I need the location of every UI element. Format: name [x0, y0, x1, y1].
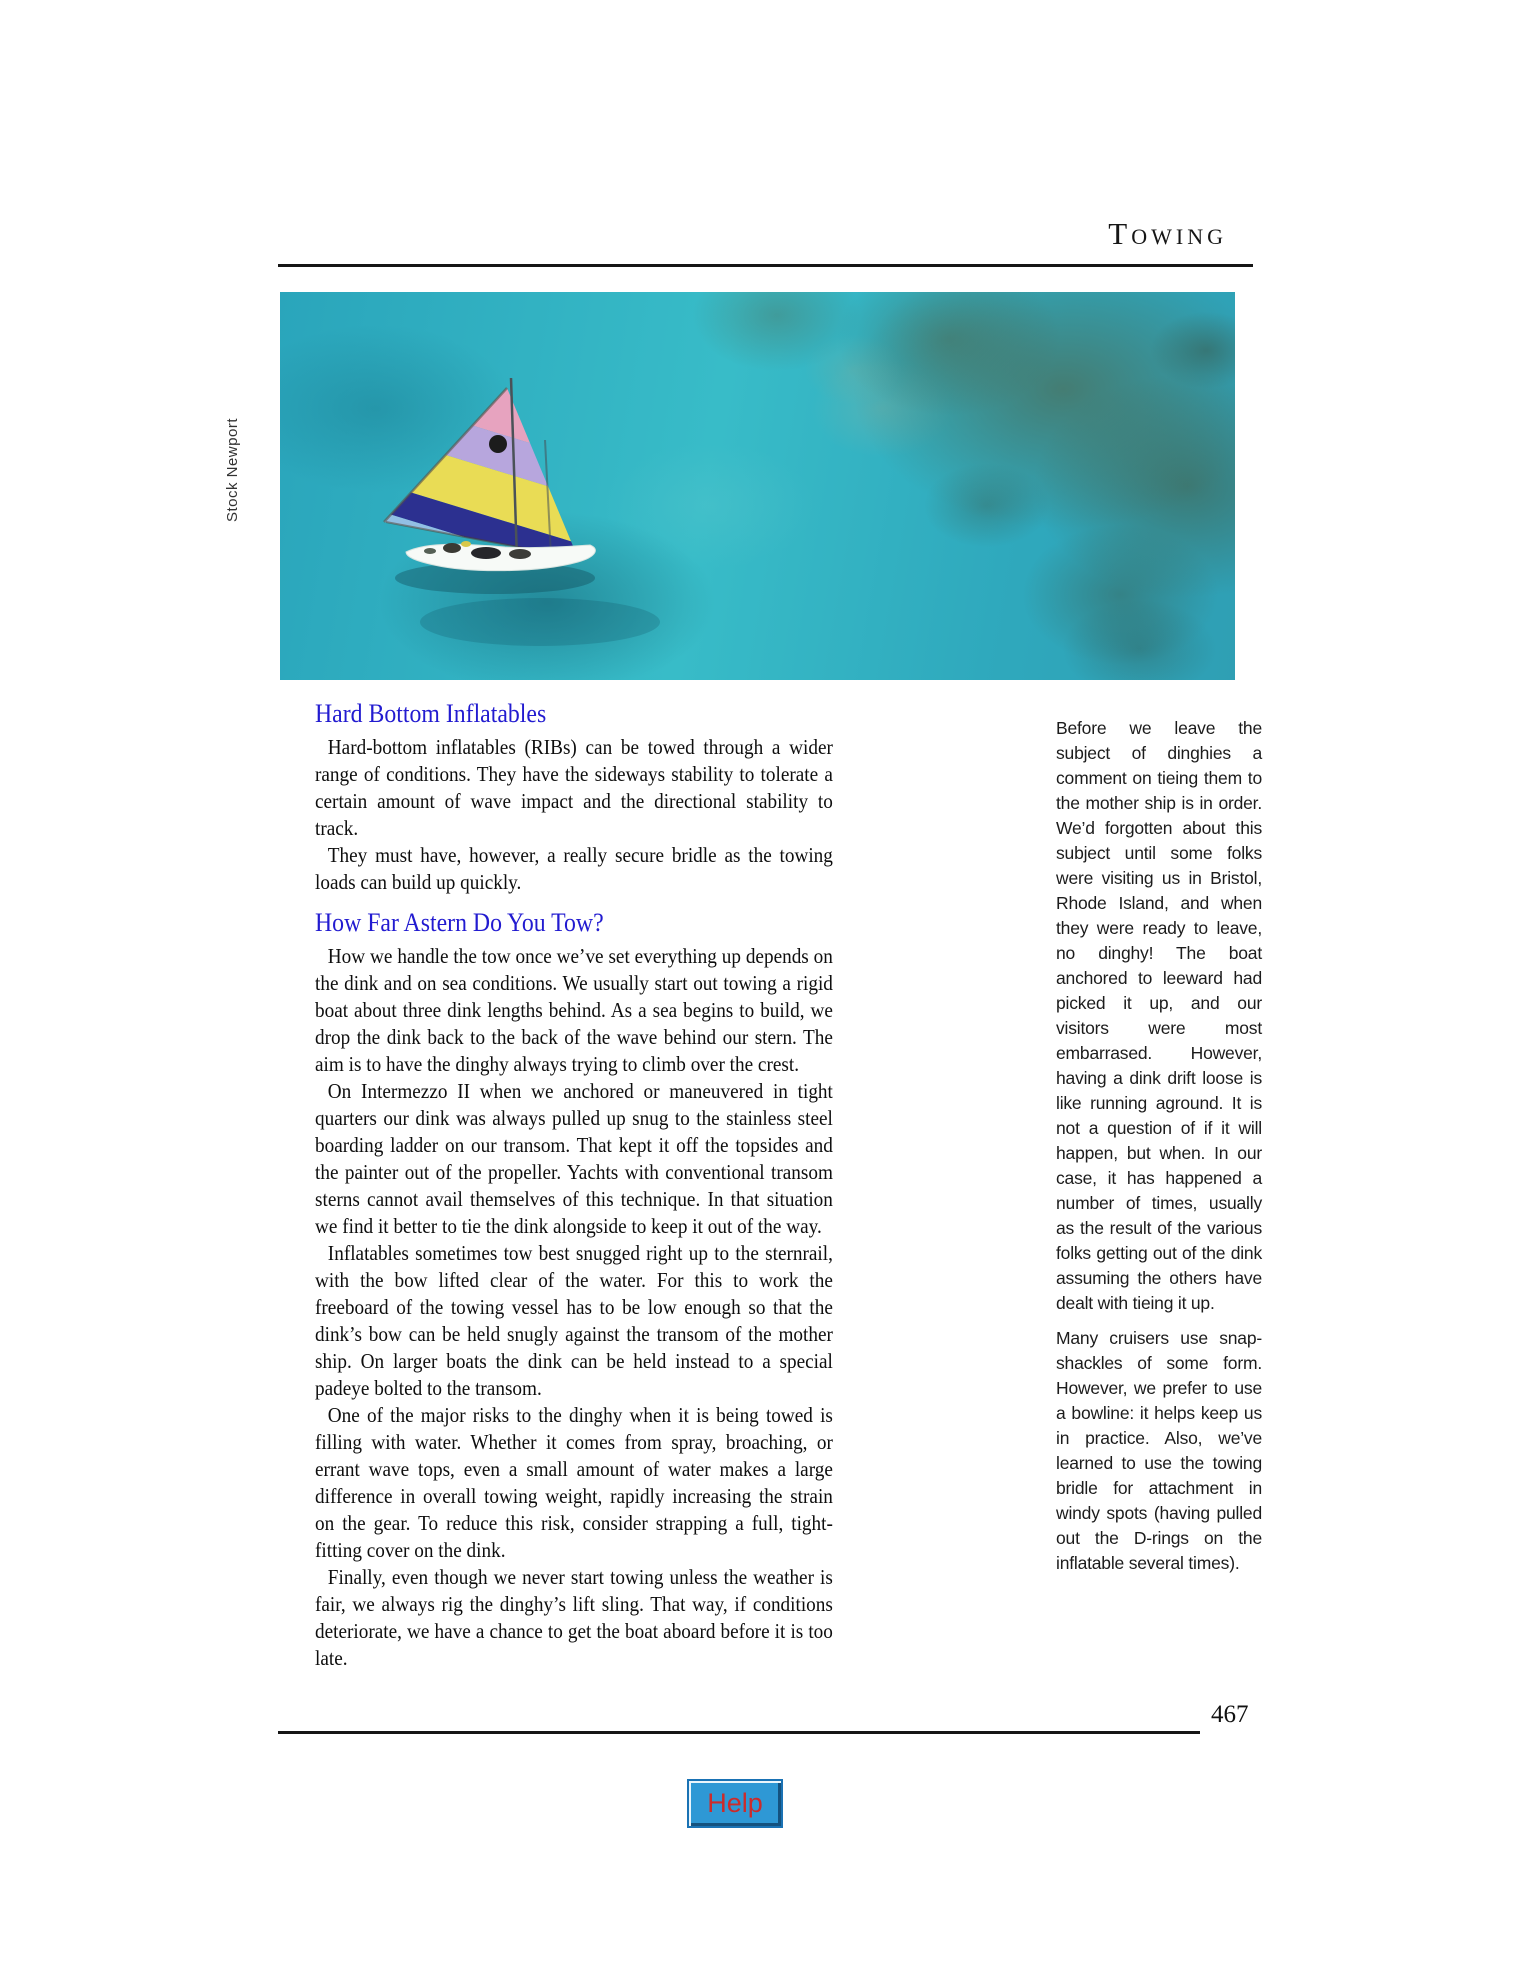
sidebar-paragraph: Many cruisers use snap-shackles of some form. However, we prefer to use a bowline: it helps keep us in practice. Also, we’ve learned to use the towing bridle for attachment in windy spots (having pulled out the D-rings on the inflatable several times).	[1056, 1328, 1262, 1573]
reef-shadow	[420, 598, 660, 646]
sidebar-column	[1056, 716, 1262, 1586]
footer-rule	[278, 1731, 1200, 1734]
heading-hard-bottom-inflatables: Hard Bottom Inflatables	[315, 699, 547, 728]
paragraph: They must have, however, a really secure bridle as the towing loads can build up quickly.	[315, 843, 833, 894]
paragraph: Hard-bottom inflatables (RIBs) can be towed through a wider range of conditions. They have the sideways stability to tolerate a certain amount of wave impact and the directional stability to track.	[315, 735, 833, 840]
main-text-column	[315, 699, 833, 1672]
paragraph: Inflatables sometimes tow best snugged right up to the sternrail, with the bow lifted clear of the water. For this to work the freeboard of the towing vessel has to be low enough so that the dink’s bow can be held snugly against the transom of the mother ship. On larger boats the dink can be held instead to a special padeye bolted to the transom.	[315, 1241, 833, 1400]
sailboat-illustration	[280, 292, 1235, 680]
help-button-label: Help	[707, 1788, 763, 1818]
paragraph: Finally, even though we never start towing unless the weather is fair, we always rig the dinghy’s lift sling. That way, if conditions deteriorate, we have a chance to get the boat aboard before it is too late.	[315, 1565, 833, 1670]
heading-how-far-astern: How Far Astern Do You Tow?	[315, 908, 604, 937]
deck-detail	[443, 543, 461, 553]
photo-credit-label: Stock Newport	[224, 418, 241, 523]
deck-detail	[509, 549, 531, 559]
page-number: 467	[1211, 1701, 1249, 1728]
paragraph: How we handle the tow once we’ve set everything up depends on the dink and on sea conditions. We usually start out towing a rigid boat about three dink lengths behind. As a sea begins to build, we drop the dink back to the back of the wave behind our stern. The aim is to have the dinghy always trying to climb over the crest.	[315, 944, 833, 1076]
cockpit	[471, 547, 501, 559]
deck-detail	[461, 541, 471, 547]
reef-photo	[280, 292, 1235, 680]
photo-credit	[224, 418, 248, 578]
sail-window-dot	[489, 435, 507, 453]
running-head-title: Towing	[1108, 216, 1227, 251]
paragraph: On Intermezzo II when we anchored or maneuvered in tight quarters our dink was always pulled up snug to the stainless steel boarding ladder on our transom. That kept it off the topsides and the painter out of the propeller. Yachts with conventional transom sterns cannot avail themselves of this technique. In that situation we find it better to tie the dink alongside to keep it out of the way.	[315, 1079, 833, 1238]
help-button[interactable]	[687, 1779, 783, 1828]
sidebar-paragraph: Before we leave the subject of dinghies a comment on tieing them to the mother ship is in order. We’d forgotten about this subject until some folks were visiting us in Bristol, Rhode Island, and when they were ready to leave, no dinghy! The boat anchored to leeward had picked it up, and our visitors were most embarrased. However, having a dink drift loose is like running aground. It is not a question of if it will happen, but when. In our case, it has happened a number of times, usually as the result of the various folks getting out of the dink assuming the others have dealt with tieing it up.	[1056, 718, 1262, 1313]
header-rule	[278, 264, 1253, 267]
paragraph: One of the major risks to the dinghy when it is being towed is filling with water. Whether it comes from spray, broaching, or errant wave tops, even a small amount of water makes a large difference in overall towing weight, rapidly increasing the strain on the gear. To reduce this risk, consider strapping a full, tight-fitting cover on the dink.	[315, 1403, 833, 1562]
bow-fitting	[424, 548, 436, 554]
